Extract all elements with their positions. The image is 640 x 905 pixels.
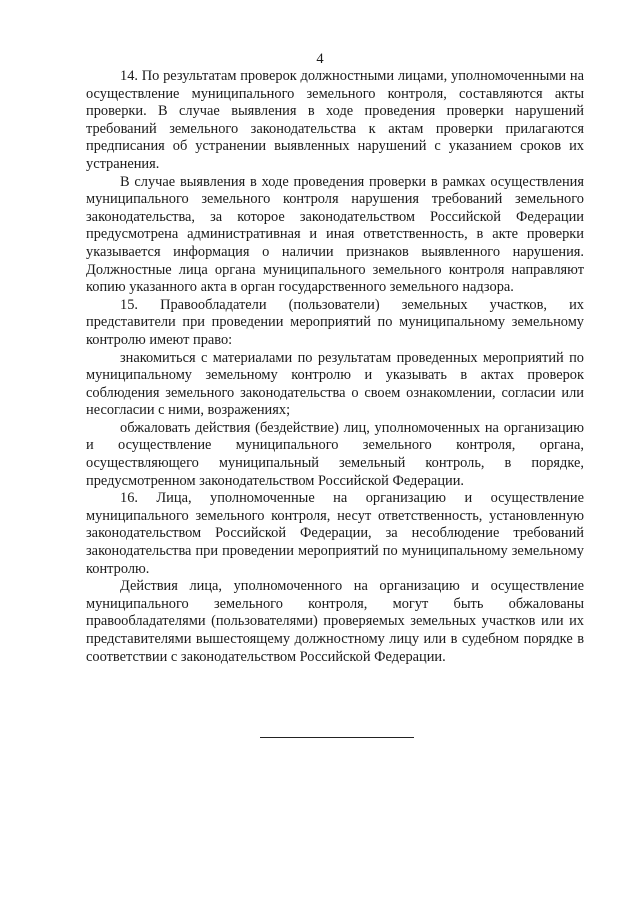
- paragraph-15-right-familiarize: знакомиться с материалами по результатам проведенных мероприятий по муниципальному земельному контролю и указывать в актах проверок соблюдения земельного законодательства о своем ознакомлении, согласии или несогласии с ними, возражениях;: [86, 349, 584, 419]
- paragraph-14: 14. По результатам проверок должностными лицами, уполномоченными на осуществление муниципального земельного контроля, составляются акты проверки. В случае выявления в ходе проведения проверки нарушений требований земельного законодательства к актам проверки прилагаются предписания об устранении выявленных нарушений с указанием сроков их устранения.: [86, 68, 584, 172]
- end-separator-line: [260, 737, 414, 738]
- paragraph-16-continuation: Действия лица, уполномоченного на организацию и осуществление муниципального земельного контроля, могут быть обжалованы правообладателями (пользователями) проверяемых земельных участков или их представителями вышестоящему должностному лицу или в судебном порядке в соответствии с законодательством Российской Федерации.: [86, 578, 584, 665]
- page-number: 4: [316, 51, 324, 67]
- paragraph-15: 15. Правообладатели (пользователи) земельных участков, их представители при проведении мероприятий по муниципальному земельному контролю имеют право:: [86, 296, 584, 348]
- paragraph-16: 16. Лица, уполномоченные на организацию и осуществление муниципального земельного контроля, несут ответственность, установленную законодательством Российской Федерации, за несоблюдение требований законодательства при проведении мероприятий по муниципальному земельному контролю.: [86, 490, 584, 577]
- paragraph-14-continuation: В случае выявления в ходе проведения проверки в рамках осуществления муниципального земельного контроля нарушения требований земельного законодательства, за которое законодательством Российской Федерации предусмотрена административная и иная ответственность, в акте проверки указывается информация о наличии признаков выявленного нарушения. Должностные лица органа муниципального земельного контроля направляют копию указанного акта в орган государственного земельного надзора.: [86, 173, 584, 296]
- paragraph-15-right-appeal: обжаловать действия (бездействие) лиц, уполномоченных на организацию и осуществление муниципального земельного контроля, органа, осуществляющего муниципальный земельный контроль, в порядке, предусмотренном законодательством Российской Федерации.: [86, 419, 584, 489]
- document-body: [86, 68, 584, 666]
